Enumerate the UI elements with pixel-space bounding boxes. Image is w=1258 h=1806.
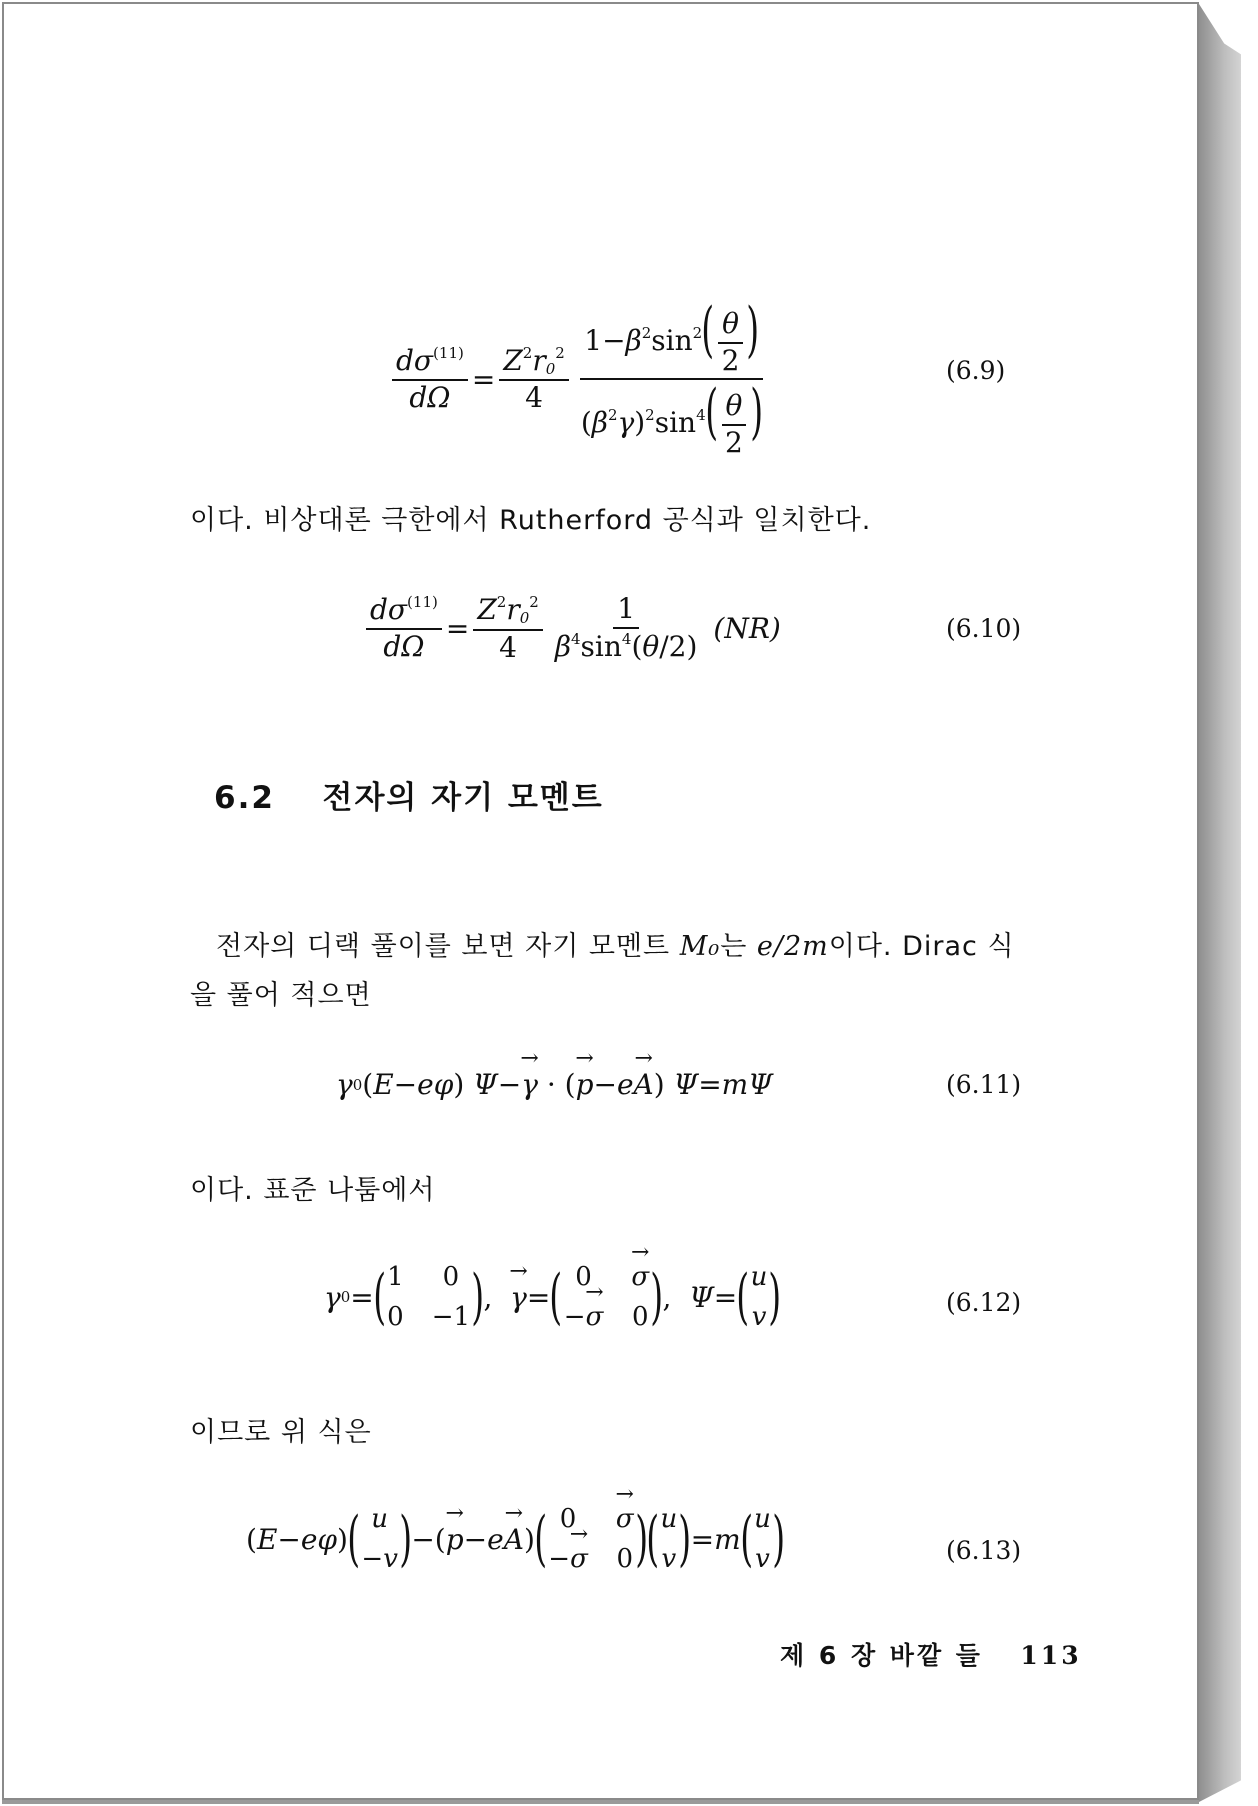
page-shadow	[2, 1800, 1199, 1804]
equation-6-13: ( E − eφ ) ( u −v ) −( → p − e → A ) ( 0 → σ −→ σ 0 ) ( u v ) = m ( u v )	[246, 1504, 784, 1574]
paragraph-standard-rep: 이다. 표준 나툼에서	[190, 1175, 436, 1206]
equation-6-9: $\frac{d\sigma^{(11)}}{d\Omega}$ = $\frac{Z^2r_0^2}{4}$ $1-\beta^2\sin^2$( $\frac{\theta}{2}$ ) $(\beta^2\gamma)^2\sin^4$( $\frac{\theta}{2}$ )	[388, 300, 770, 459]
paragraph-rutherford: 이다. 비상대론 극한에서 Rutherford 공식과 일치한다.	[190, 505, 872, 536]
paragraph-therefore: 이므로 위 식은	[190, 1417, 372, 1448]
equation-number-6-10: (6.10)	[946, 614, 1022, 643]
section-title: 전자의 자기 모멘트	[322, 780, 604, 816]
equation-number-6-11: (6.11)	[946, 1070, 1022, 1099]
page-edge	[1199, 4, 1241, 1802]
paragraph-dirac-line1	[216, 924, 1015, 963]
equation-number-6-12: (6.12)	[946, 1288, 1022, 1317]
text-segment: 이다. Dirac 식	[828, 931, 1015, 962]
page-footer	[780, 1636, 1082, 1672]
page-number: 113	[1020, 1641, 1082, 1670]
equation-6-12: γ 0 = ( 1 0 0 −1 ) , → γ = ( 0 → σ −→ σ 0 ) , Ψ = ( u v )	[324, 1262, 781, 1332]
e-over-2m: e/2m	[756, 931, 829, 962]
equation-number-6-9: (6.9)	[946, 356, 1006, 385]
section-number: 6.2	[214, 780, 275, 816]
text-segment: 는	[720, 931, 757, 962]
text-segment: 전자의 디랙 풀이를 보면 자기 모멘트	[216, 931, 680, 962]
section-heading	[214, 772, 604, 817]
chapter-title: 제 6 장 바깥 들	[780, 1641, 983, 1670]
equation-6-11: γ 0 ( E − eφ ) Ψ − → γ · ( → p − e → A ) Ψ = mΨ	[336, 1068, 773, 1101]
equation-number-6-13: (6.13)	[946, 1536, 1022, 1565]
paragraph-dirac-line2: 을 풀어 적으면	[190, 980, 372, 1011]
equation-6-10: $\frac{d\sigma^{(11)}}{d\Omega}$ = $\frac{Z^2r_0^2}{4}$ $\frac{1}{\beta^4\sin^4(\theta/2)}$ (NR)	[362, 594, 781, 663]
magnetic-moment-symbol: M₀	[679, 931, 721, 962]
nr-label: (NR)	[713, 612, 781, 646]
